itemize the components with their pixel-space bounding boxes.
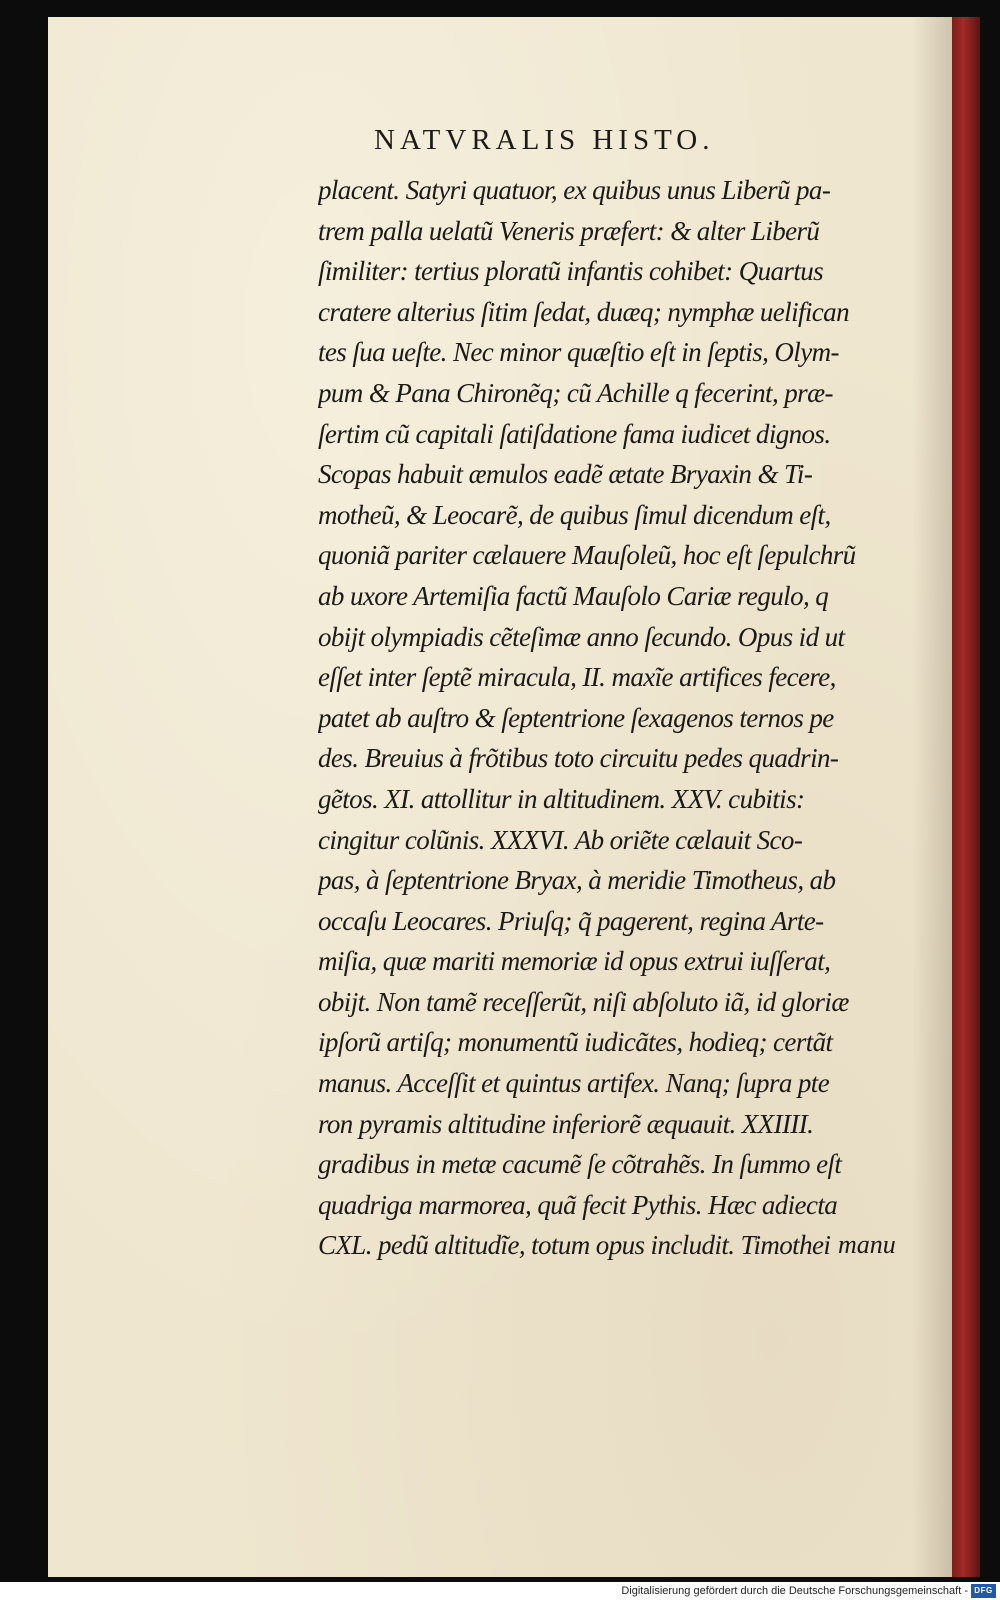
text-line: gradibus in metæ cacumẽ ſe cõtrahẽs. In ſummo eſt <box>318 1149 842 1180</box>
text-line: des. Breuius à frõtibus toto circuitu pedes quadrin- <box>318 743 839 774</box>
text-line: pas, à ſeptentrione Bryax, à meridie Timotheus, ab <box>318 865 836 896</box>
text-line: ſertim cũ capitali ſatiſdatione fama iudicet dignos. <box>318 418 831 449</box>
text-line: obijt. Non tamẽ receſſerũt, niſi abſoluto iã, id gloriæ <box>318 986 849 1017</box>
text-line: ron pyramis altitudine inferiorẽ æquauit. XXIIII. <box>318 1108 814 1139</box>
text-line: manus. Acceſſit et quintus artifex. Nanq; ſupra pte <box>318 1068 830 1099</box>
text-line: occaſu Leocares. Priuſq; q̃ pagerent, regina Arte- <box>318 905 824 936</box>
text-line: ſimiliter: tertius ploratũ infantis cohibet: Quartus <box>318 256 824 287</box>
text-line: quadriga marmorea, quã fecit Pythis. Hæc adiecta <box>318 1189 838 1220</box>
text-line: CXL. pedũ altitudĩe, totum opus includit. Timothei <box>318 1230 831 1261</box>
text-line: motheũ, & Leocarẽ, de quibus ſimul dicendum eſt, <box>318 499 831 530</box>
text-line: eſſet inter ſeptẽ miracula, II. maxĩe artifices fecere, <box>318 662 836 693</box>
text-line: trem palla uelatũ Veneris præfert: & alter Liberũ <box>318 215 820 246</box>
funding-note: Digitalisierung gefördert durch die Deutsche Forschungsgemeinschaft - <box>621 1585 968 1597</box>
text-line: tes ſua ueſte. Nec minor quæſtio eſt in ſeptis, Olym- <box>318 337 839 368</box>
text-line: obijt olympiadis cẽteſimæ anno ſecundo. Opus id ut <box>318 621 845 652</box>
dfg-logo: DFG <box>971 1584 996 1598</box>
text-line: placent. Satyri quatuor, ex quibus unus Liberũ pa- <box>318 175 831 205</box>
gutter-shadow <box>912 17 952 1577</box>
text-line: quoniã pariter cælauere Mauſoleũ, hoc eſt ſepulchrũ <box>318 540 856 571</box>
text-line: gẽtos. XI. attollitur in altitudinem. XXV. cubitis: <box>318 783 805 814</box>
text-line: pum & Pana Chironẽq; cũ Achille q fecerint, præ- <box>318 377 833 408</box>
catchword: manu <box>838 1230 896 1259</box>
text-line: ab uxore Artemiſia factũ Mauſolo Cariæ regulo, q <box>318 580 829 611</box>
text-line: patet ab auſtro & ſeptentrione ſexagenos ternos pe <box>318 702 834 733</box>
text-line: miſia, quæ mariti memoriæ id opus extrui iuſſerat, <box>318 946 831 977</box>
running-header: NATVRALIS HISTO. <box>374 124 715 156</box>
book-spine <box>952 17 980 1577</box>
text-line: ipſorũ artiſq; monumentũ iudicãtes, hodieq; certãt <box>318 1027 833 1058</box>
text-block <box>318 170 908 1266</box>
text-line: cingitur colũnis. XXXVI. Ab oriẽte cælauit Sco- <box>318 824 803 855</box>
text-line: Scopas habuit æmulos eadẽ ætate Bryaxin & Ti- <box>318 459 813 490</box>
text-line: cratere alterius ſitim ſedat, duæq; nymphæ uelifican <box>318 296 849 327</box>
